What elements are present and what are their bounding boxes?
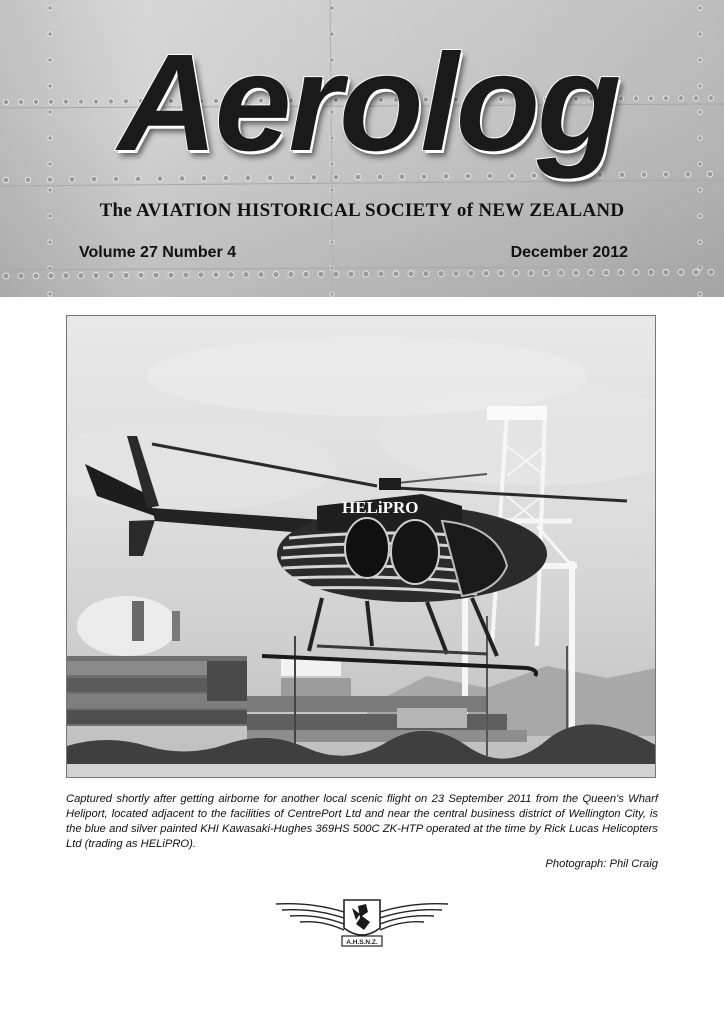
rivet <box>618 96 623 101</box>
rivet <box>108 272 114 278</box>
rivet <box>633 96 638 101</box>
rivet <box>138 272 144 278</box>
rivet <box>513 270 519 276</box>
rivet <box>685 172 691 178</box>
rivet <box>663 96 668 101</box>
rivet <box>698 58 702 62</box>
rivet <box>63 99 68 104</box>
rivet <box>528 270 534 276</box>
rivet <box>93 99 98 104</box>
rivet <box>123 272 129 278</box>
rivet <box>698 292 702 296</box>
rivet <box>707 171 713 177</box>
rivet <box>3 99 8 104</box>
rivet <box>198 272 204 278</box>
rivet <box>3 273 9 279</box>
masthead <box>0 0 724 297</box>
rivet <box>48 162 52 166</box>
rivet <box>393 271 399 277</box>
rivet <box>93 273 99 279</box>
rivet <box>333 271 339 277</box>
rivet <box>698 110 702 114</box>
rivet <box>33 273 39 279</box>
rivet <box>648 269 654 275</box>
rivet <box>48 240 52 244</box>
rivet <box>678 269 684 275</box>
rivet <box>48 58 52 62</box>
rivet <box>69 177 75 183</box>
rivet <box>78 273 84 279</box>
rivet <box>303 271 309 277</box>
rivet <box>698 162 702 166</box>
fuselage-lettering: HELiPRO <box>342 498 419 517</box>
helicopter-scene <box>67 316 656 778</box>
container-stacks <box>67 656 527 742</box>
rivet <box>318 271 324 277</box>
rivet <box>633 270 639 276</box>
rivet <box>693 269 699 275</box>
rivet <box>48 273 54 279</box>
society-name: The AVIATION HISTORICAL SOCIETY of NEW ZEALAND <box>99 200 625 221</box>
rivet <box>708 269 714 275</box>
rivet <box>48 136 52 140</box>
rivet <box>48 99 53 104</box>
rivet <box>18 273 24 279</box>
rivet <box>48 110 52 114</box>
volume-number: Volume 27 Number 4 <box>79 244 237 261</box>
rivet <box>641 172 647 178</box>
rivet <box>438 271 444 277</box>
rivet <box>468 270 474 276</box>
rivet <box>348 271 354 277</box>
photo-credit: Photograph: Phil Craig <box>545 858 658 870</box>
rivet <box>183 272 189 278</box>
rivet <box>213 272 219 278</box>
rivet <box>48 84 52 88</box>
rivet <box>663 172 669 178</box>
rivet <box>33 99 38 104</box>
rivet <box>243 272 249 278</box>
rivet <box>18 99 23 104</box>
rivet <box>288 271 294 277</box>
rivet <box>498 270 504 276</box>
rivet <box>168 272 174 278</box>
rivet <box>543 270 549 276</box>
rivet <box>698 32 702 36</box>
rivet <box>153 272 159 278</box>
cover-photograph <box>66 315 656 778</box>
rivet <box>25 177 31 183</box>
rivet <box>363 271 369 277</box>
rivet <box>619 172 625 178</box>
rivet <box>698 188 702 192</box>
rivet <box>48 292 52 296</box>
rivet <box>678 96 683 101</box>
emblem-label: A.H.S.N.Z. <box>346 939 378 946</box>
rivet <box>618 270 624 276</box>
rivet <box>573 270 579 276</box>
rivet <box>228 272 234 278</box>
rivet <box>3 177 9 183</box>
rivet <box>558 270 564 276</box>
rivet <box>663 269 669 275</box>
rivet <box>408 271 414 277</box>
rivet <box>483 270 489 276</box>
rivet <box>273 272 279 278</box>
rivet <box>91 176 97 182</box>
magazine-title: Aerolog <box>118 26 619 180</box>
rivet <box>588 270 594 276</box>
rivet <box>693 96 698 101</box>
rivet <box>330 292 334 296</box>
rivet <box>698 240 702 244</box>
rivet <box>47 177 53 183</box>
issue-date: December 2012 <box>510 244 628 261</box>
winged-badge-icon <box>272 890 452 952</box>
photo-caption: Captured shortly after getting airborne for another local scenic flight on 23 September 2011 from the Queen's Wharf Heliport, located adjacent to the facilities of CentrePort Ltd and near the central business district of Wellington City, is the blue and silver painted KHI Kawasaki-Hughes 369HS 500C ZK-HTP operated at the time by Rick Lucas Helicopters Ltd (trading as HELiPRO). <box>66 793 658 850</box>
rivet <box>48 6 52 10</box>
rivet <box>708 96 713 101</box>
rivet <box>453 271 459 277</box>
rivet <box>423 271 429 277</box>
rivet <box>698 84 702 88</box>
rivet <box>698 6 702 10</box>
rivet <box>378 271 384 277</box>
rivet <box>108 99 113 104</box>
rivet <box>648 96 653 101</box>
rivet <box>258 272 264 278</box>
rivet <box>48 32 52 36</box>
rivet <box>698 136 702 140</box>
rivet <box>78 99 83 104</box>
rivet <box>63 273 69 279</box>
rivet <box>603 270 609 276</box>
rivet <box>48 188 52 192</box>
